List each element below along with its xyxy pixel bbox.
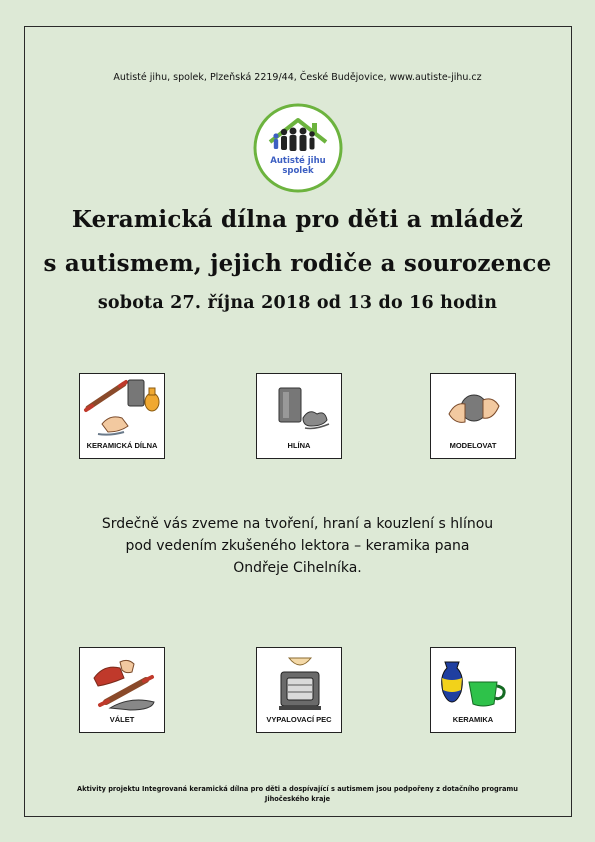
logo-text-line1: Autisté jihu	[270, 156, 326, 166]
invitation-line3: Ondřeje Cihelníka.	[233, 560, 362, 576]
family-house-logo	[252, 102, 344, 194]
footer-line1: Aktivity projektu Integrovaná keramická dílna pro děti a dospívající s autismem jsou podpořeny z dotačního programu	[77, 785, 518, 793]
title-line1: Keramická dílna pro děti a mládež	[71, 206, 524, 233]
card-label: KERAMIKA	[452, 715, 494, 724]
pictogram-valet	[79, 647, 165, 733]
pictogram-keramika	[430, 647, 516, 733]
pictogram-keramicka-dilna	[79, 373, 165, 459]
card-label: MODELOVAT	[449, 441, 497, 450]
card-label: VÁLET	[109, 715, 135, 724]
card-label: KERAMICKÁ DÍLNA	[86, 441, 158, 450]
logo-text-line2: spolek	[282, 166, 314, 176]
title-date-line: sobota 27. října 2018 od 13 do 16 hodin	[97, 293, 498, 313]
contact-line: Autisté jihu, spolek, Plzeňská 2219/44, České Budějovice, www.autiste-jihu.cz	[113, 72, 482, 83]
pictogram-modelovat	[430, 373, 516, 459]
card-label: VYPALOVACÍ PEC	[266, 715, 332, 724]
footer-line2: Jihočeského kraje	[264, 795, 331, 803]
invitation-line2: pod vedením zkušeného lektora – keramika pana	[125, 538, 470, 554]
title-line2: s autismem, jejich rodiče a sourozence	[43, 250, 552, 277]
footer-note	[50, 784, 545, 804]
pictogram-hlina	[256, 373, 342, 459]
pictogram-vypalovaci-pec	[256, 647, 342, 733]
invitation-text	[60, 513, 535, 579]
card-label: HLÍNA	[287, 441, 311, 450]
invitation-line1: Srdečně vás zveme na tvoření, hraní a kouzlení s hlínou	[101, 516, 494, 532]
